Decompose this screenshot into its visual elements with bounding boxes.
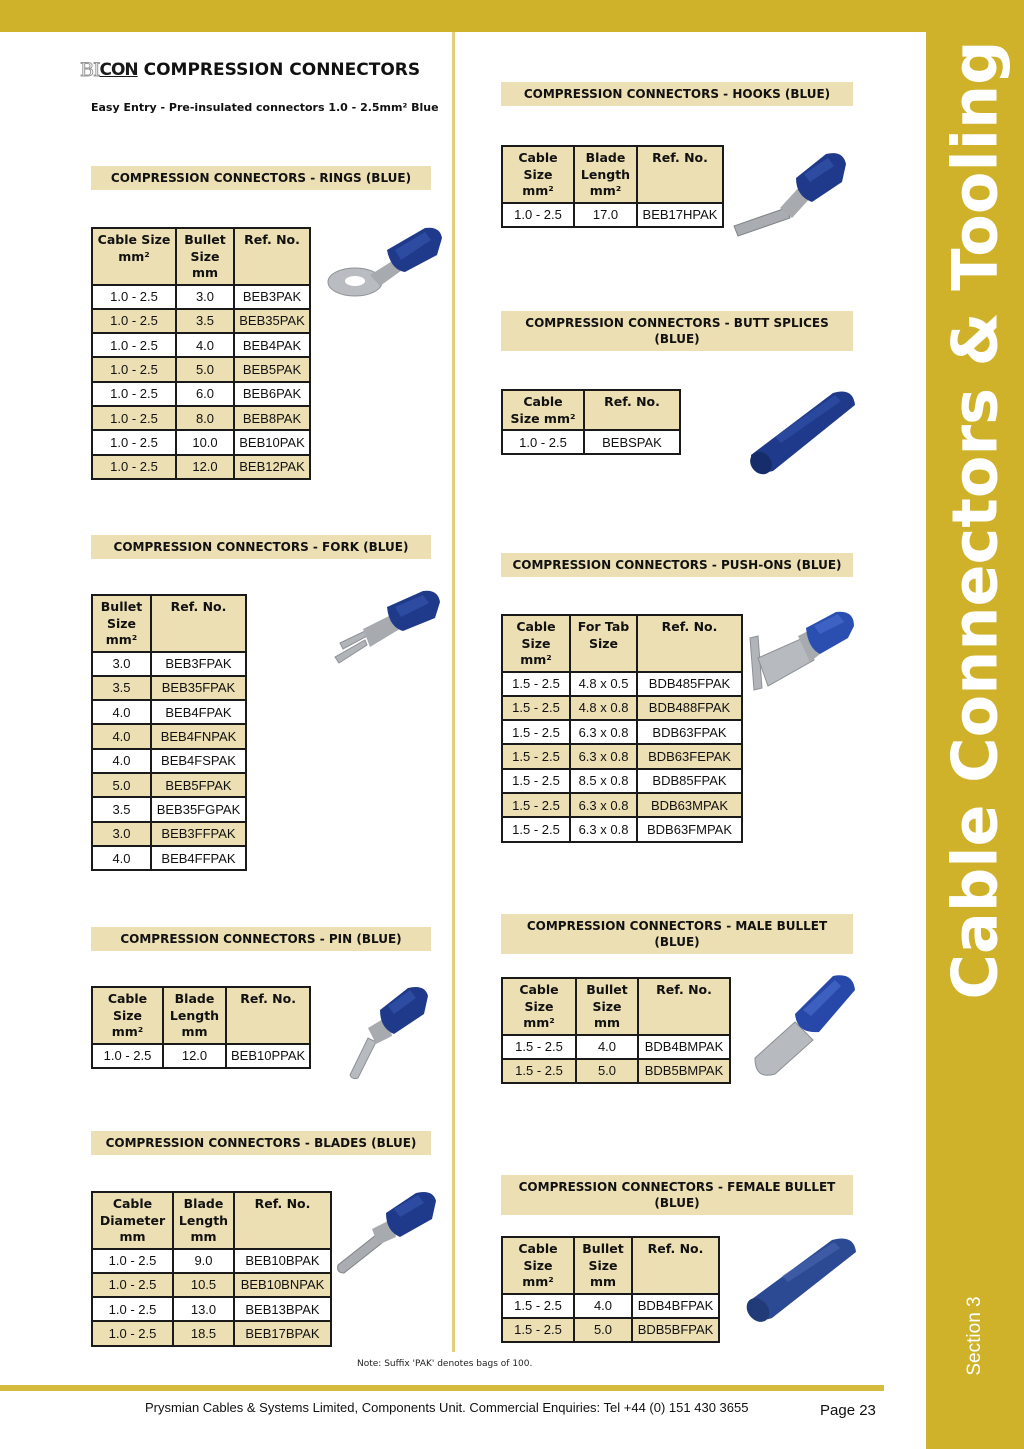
top-gold-band (0, 0, 1024, 32)
column-header: Ref. No. (632, 1237, 719, 1294)
table-cell: BEB4FSPAK (151, 749, 246, 773)
female-bullet-connector-icon (742, 1232, 862, 1327)
table-header-row (92, 1192, 331, 1249)
table-cell: BEB17BPAK (234, 1321, 331, 1345)
column-header: Cable Size mm² (502, 978, 576, 1035)
table-row (502, 720, 742, 744)
table-row (502, 203, 723, 227)
table-cell: 4.8 x 0.8 (570, 696, 637, 720)
push-ons-table (501, 614, 743, 843)
table-cell: 1.5 - 2.5 (502, 1318, 574, 1342)
table-header-row (502, 978, 730, 1035)
column-header: Ref. No. (226, 987, 310, 1044)
table-cell: 12.0 (176, 455, 234, 479)
table-cell: BEB13BPAK (234, 1297, 331, 1321)
section-header-pin: COMPRESSION CONNECTORS - PIN (BLUE) (91, 927, 431, 951)
table-cell: 1.0 - 2.5 (92, 357, 176, 381)
table-cell: BDB4BMPAK (638, 1035, 730, 1059)
table-cell: 6.3 x 0.8 (570, 744, 637, 768)
table-cell: 8.0 (176, 406, 234, 430)
section-header-butt-splices: COMPRESSION CONNECTORS - BUTT SPLICES (BLUE) (501, 311, 853, 351)
logo-con: CON (99, 59, 138, 80)
column-header: Blade Length mm (173, 1192, 234, 1249)
column-header: Cable Size mm² (92, 228, 176, 285)
table-cell: 3.5 (176, 309, 234, 333)
table-cell: 3.5 (92, 797, 151, 821)
table-cell: 1.0 - 2.5 (92, 285, 176, 309)
logo-bi: BI (80, 58, 100, 81)
pin-connector-icon (330, 980, 440, 1090)
table-cell: 1.5 - 2.5 (502, 744, 570, 768)
table-cell: 1.0 - 2.5 (92, 455, 176, 479)
table-cell: 1.5 - 2.5 (502, 793, 570, 817)
table-cell: 1.0 - 2.5 (92, 1297, 173, 1321)
column-header: Cable Size mm² (502, 615, 570, 672)
side-tab-title: Cable Connectors & Tooling (938, 40, 1012, 1000)
table-row (92, 822, 246, 846)
column-header: Blade Length mm² (574, 146, 637, 203)
table-cell: 1.5 - 2.5 (502, 672, 570, 696)
table-row (92, 1321, 331, 1345)
table-row (92, 333, 310, 357)
fork-connector-icon (325, 585, 450, 675)
rings-table (91, 227, 311, 480)
table-cell: BEB5FPAK (151, 773, 246, 797)
table-cell: 10.5 (173, 1273, 234, 1297)
page-heading (80, 60, 420, 80)
table-cell: 12.0 (163, 1044, 226, 1068)
table-cell: 1.0 - 2.5 (92, 382, 176, 406)
table-cell: 6.3 x 0.8 (570, 793, 637, 817)
table-cell: BDB5BFPAK (632, 1318, 719, 1342)
page-number: Page 23 (820, 1402, 876, 1419)
table-row (92, 1297, 331, 1321)
table-row (92, 382, 310, 406)
column-header: Cable Size mm² (92, 987, 163, 1044)
column-header: Bullet Size mm (176, 228, 234, 285)
table-cell: 1.5 - 2.5 (502, 817, 570, 841)
section-header-blades: COMPRESSION CONNECTORS - BLADES (BLUE) (91, 1131, 431, 1155)
female-bullet-table (501, 1236, 720, 1343)
table-row (502, 1035, 730, 1059)
section-header-rings: COMPRESSION CONNECTORS - RINGS (BLUE) (91, 166, 431, 190)
column-header: Ref. No. (151, 595, 246, 652)
column-header: Cable Size mm² (502, 146, 574, 203)
table-cell: 1.0 - 2.5 (92, 309, 176, 333)
table-row (92, 700, 246, 724)
table-header-row (502, 146, 723, 203)
ring-connector-icon (325, 220, 450, 320)
table-cell: BEB10PAK (234, 430, 310, 454)
hook-connector-icon (730, 148, 855, 243)
table-cell: 1.5 - 2.5 (502, 1059, 576, 1083)
table-row (92, 285, 310, 309)
table-cell: 1.5 - 2.5 (502, 720, 570, 744)
table-cell: 3.5 (92, 676, 151, 700)
table-row (92, 724, 246, 748)
column-header: Bullet Size mm (574, 1237, 632, 1294)
table-cell: BEB10BNPAK (234, 1273, 331, 1297)
table-cell: BEB4PAK (234, 333, 310, 357)
table-cell: 1.5 - 2.5 (502, 1294, 574, 1318)
table-cell: BEB17HPAK (637, 203, 723, 227)
table-cell: 4.0 (92, 724, 151, 748)
table-cell: 1.0 - 2.5 (92, 1044, 163, 1068)
table-cell: BEB6PAK (234, 382, 310, 406)
table-cell: 4.0 (92, 846, 151, 870)
table-cell: 8.5 x 0.8 (570, 769, 637, 793)
table-cell: 1.0 - 2.5 (92, 406, 176, 430)
table-header-row (502, 615, 742, 672)
table-row (502, 430, 680, 454)
table-cell: 1.0 - 2.5 (92, 1321, 173, 1345)
table-cell: 6.3 x 0.8 (570, 720, 637, 744)
table-cell: BEB12PAK (234, 455, 310, 479)
table-cell: 1.5 - 2.5 (502, 769, 570, 793)
table-cell: BEB35PAK (234, 309, 310, 333)
table-cell: BEB35FPAK (151, 676, 246, 700)
blades-table (91, 1191, 332, 1347)
table-row (92, 846, 246, 870)
table-cell: BDB63MPAK (637, 793, 742, 817)
table-row (92, 1044, 310, 1068)
male-bullet-table (501, 977, 731, 1084)
table-cell: BEB4FPAK (151, 700, 246, 724)
table-cell: 4.0 (574, 1294, 632, 1318)
table-row (92, 676, 246, 700)
table-cell: 5.0 (574, 1318, 632, 1342)
table-cell: 1.5 - 2.5 (502, 696, 570, 720)
table-cell: 1.0 - 2.5 (502, 203, 574, 227)
table-cell: 4.0 (176, 333, 234, 357)
column-header: Bullet Size mm² (92, 595, 151, 652)
column-header: Blade Length mm (163, 987, 226, 1044)
table-row (502, 1059, 730, 1083)
table-cell: 3.0 (176, 285, 234, 309)
table-cell: BDB85FPAK (637, 769, 742, 793)
table-cell: 6.0 (176, 382, 234, 406)
section-header-hooks: COMPRESSION CONNECTORS - HOOKS (BLUE) (501, 82, 853, 106)
footer-rule (0, 1385, 884, 1391)
table-cell: 4.0 (92, 749, 151, 773)
table-cell: 3.0 (92, 652, 151, 676)
table-cell: BDB485FPAK (637, 672, 742, 696)
table-row (92, 652, 246, 676)
bicon-logo (80, 58, 138, 81)
section-header-push-ons: COMPRESSION CONNECTORS - PUSH-ONS (BLUE) (501, 553, 853, 577)
table-row (502, 1318, 719, 1342)
table-header-row (92, 595, 246, 652)
table-row (92, 357, 310, 381)
table-cell: BEB8PAK (234, 406, 310, 430)
table-cell: 1.0 - 2.5 (92, 333, 176, 357)
table-row (92, 797, 246, 821)
footer-company: Prysmian Cables & Systems Limited, Components Unit. Commercial Enquiries: Tel +44 (0) 151 430 3655 (145, 1400, 749, 1415)
table-cell: 3.0 (92, 822, 151, 846)
table-row (502, 744, 742, 768)
table-cell: BEB3FFPAK (151, 822, 246, 846)
table-row (92, 749, 246, 773)
table-cell: 4.0 (92, 700, 151, 724)
butt-splices-table (501, 389, 681, 455)
column-header: Cable Diameter mm (92, 1192, 173, 1249)
table-row (92, 1249, 331, 1273)
table-cell: 1.0 - 2.5 (92, 1249, 173, 1273)
male-bullet-connector-icon (745, 970, 860, 1085)
table-row (502, 696, 742, 720)
table-row (92, 430, 310, 454)
table-cell: 1.5 - 2.5 (502, 1035, 576, 1059)
section-header-female-bullet: COMPRESSION CONNECTORS - FEMALE BULLET (BLUE) (501, 1175, 853, 1215)
table-cell: BEB3PAK (234, 285, 310, 309)
table-row (502, 1294, 719, 1318)
column-header: Ref. No. (234, 1192, 331, 1249)
page-subtitle: Easy Entry - Pre-insulated connectors 1.0 - 2.5mm² Blue (91, 101, 439, 114)
table-cell: 1.0 - 2.5 (92, 1273, 173, 1297)
table-row (92, 406, 310, 430)
footnote: Note: Suffix 'PAK' denotes bags of 100. (357, 1359, 533, 1369)
table-cell: BEB3FPAK (151, 652, 246, 676)
column-divider (452, 32, 455, 1352)
table-cell: BEB35FGPAK (151, 797, 246, 821)
table-cell: BDB63FEPAK (637, 744, 742, 768)
table-header-row (92, 228, 310, 285)
table-header-row (502, 390, 680, 430)
column-header: Ref. No. (637, 146, 723, 203)
table-cell: 5.0 (576, 1059, 638, 1083)
table-cell: 1.0 - 2.5 (92, 430, 176, 454)
table-cell: BEB4FFPAK (151, 846, 246, 870)
column-header: Ref. No. (637, 615, 742, 672)
table-cell: 9.0 (173, 1249, 234, 1273)
table-cell: BDB4BFPAK (632, 1294, 719, 1318)
column-header: Ref. No. (234, 228, 310, 285)
table-cell: 5.0 (92, 773, 151, 797)
table-cell: BEB5PAK (234, 357, 310, 381)
fork-table (91, 594, 247, 871)
table-cell: 4.8 x 0.5 (570, 672, 637, 696)
table-cell: 18.5 (173, 1321, 234, 1345)
table-cell: 1.0 - 2.5 (502, 430, 584, 454)
table-cell: BEB10BPAK (234, 1249, 331, 1273)
butt-splice-icon (745, 385, 860, 480)
table-cell: BEB10PPAK (226, 1044, 310, 1068)
table-row (92, 309, 310, 333)
table-row (502, 793, 742, 817)
table-cell: 17.0 (574, 203, 637, 227)
table-row (502, 817, 742, 841)
table-cell: BEB4FNPAK (151, 724, 246, 748)
table-cell: 13.0 (173, 1297, 234, 1321)
column-header: Ref. No. (638, 978, 730, 1035)
table-cell: BDB488FPAK (637, 696, 742, 720)
table-cell: 5.0 (176, 357, 234, 381)
column-header: Ref. No. (584, 390, 680, 430)
table-cell: 6.3 x 0.8 (570, 817, 637, 841)
table-cell: BDB63FMPAK (637, 817, 742, 841)
table-cell: 10.0 (176, 430, 234, 454)
table-row (502, 769, 742, 793)
table-cell: BDB5BMPAK (638, 1059, 730, 1083)
table-row (92, 1273, 331, 1297)
side-tab (926, 0, 1024, 1449)
table-cell: BDB63FPAK (637, 720, 742, 744)
table-row (502, 672, 742, 696)
table-header-row (502, 1237, 719, 1294)
column-header: Bullet Size mm (576, 978, 638, 1035)
hooks-table (501, 145, 724, 228)
column-header: For Tab Size (570, 615, 637, 672)
table-cell: BEBSPAK (584, 430, 680, 454)
page-title: COMPRESSION CONNECTORS (143, 60, 421, 80)
side-tab-section: Section 3 (964, 1296, 985, 1376)
table-header-row (92, 987, 310, 1044)
table-cell: 4.0 (576, 1035, 638, 1059)
blade-connector-icon (330, 1185, 445, 1285)
table-row (92, 773, 246, 797)
column-header: Cable Size mm² (502, 390, 584, 430)
column-header: Cable Size mm² (502, 1237, 574, 1294)
push-on-connector-icon (748, 608, 858, 708)
section-header-fork: COMPRESSION CONNECTORS - FORK (BLUE) (91, 535, 431, 559)
section-header-male-bullet: COMPRESSION CONNECTORS - MALE BULLET (BLUE) (501, 914, 853, 954)
pin-table (91, 986, 311, 1069)
table-row (92, 455, 310, 479)
